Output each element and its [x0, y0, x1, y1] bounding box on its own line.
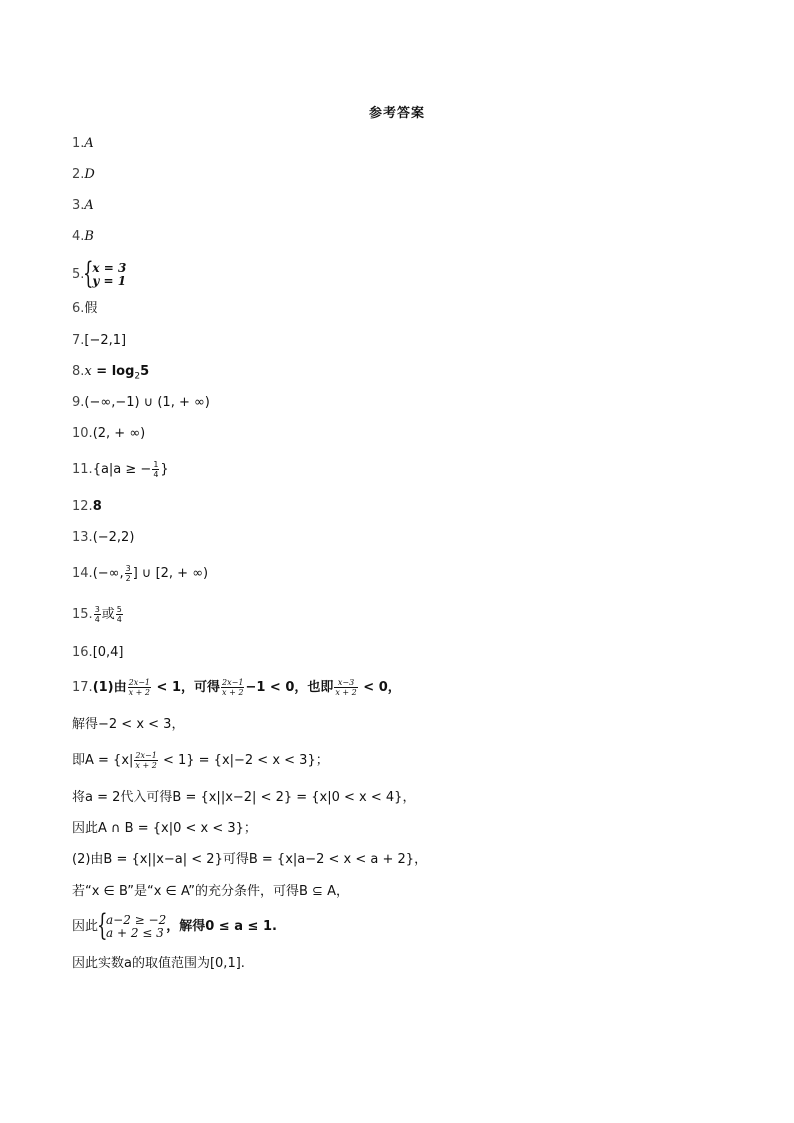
log-expression: = log	[91, 364, 135, 379]
fraction	[125, 564, 132, 583]
answer-5	[72, 262, 126, 288]
q17-line-9: 因此实数a的取值范围为[0,1].	[72, 956, 245, 971]
answer-number: 6.	[72, 301, 85, 316]
q17-text: < 0，	[358, 680, 401, 695]
answer-8	[72, 363, 149, 386]
answer-number: 7.	[72, 333, 85, 348]
answer-2	[72, 166, 95, 184]
answer-value-end: ] ∪ [2, + ∞)	[132, 566, 209, 581]
q17-line-5: 因此A ∩ B = {x|0 < x < 3}；	[72, 821, 257, 836]
system-row: { x = 3	[92, 261, 127, 275]
answer-number: 16.	[72, 645, 93, 660]
answer-9	[72, 394, 210, 412]
denominator: x + 2	[335, 688, 357, 697]
fraction	[334, 678, 357, 697]
answer-13	[72, 529, 134, 547]
answer-value: D	[84, 167, 95, 182]
q17-text: 因此	[72, 919, 99, 934]
log-base: 2	[134, 371, 141, 382]
answer-value-end: }	[160, 462, 169, 477]
fraction	[221, 678, 244, 697]
answer-number: 15.	[72, 607, 93, 622]
q17-text: ，解得0 ≤ a ≤ 1.	[166, 919, 277, 934]
or-word: 或	[101, 607, 115, 622]
q17-line-3	[72, 751, 329, 770]
denominator: x + 2	[135, 761, 157, 770]
q17-line-8	[72, 914, 277, 940]
fraction	[134, 751, 157, 770]
numerator: 3	[94, 605, 100, 614]
numerator: 3	[125, 564, 131, 573]
answer-value: (−∞,−1) ∪ (1, + ∞)	[84, 395, 210, 410]
answer-number: 5.	[72, 267, 85, 282]
answer-value: A	[84, 136, 94, 151]
answer-value: [−2,1]	[84, 333, 127, 348]
answer-value: B	[84, 229, 94, 244]
answer-number: 2.	[72, 167, 85, 182]
fraction	[116, 605, 123, 624]
inequality-system	[98, 914, 166, 940]
numerator: 2x−1	[135, 751, 157, 760]
answer-14	[72, 564, 208, 583]
q17-text: 即A = {x|	[72, 753, 134, 768]
denominator: x + 2	[128, 688, 151, 697]
answer-10	[72, 425, 145, 443]
denominator: x + 2	[222, 688, 244, 697]
equation-system	[84, 262, 126, 288]
answer-value: (−2,2)	[92, 530, 135, 545]
numerator: 2x−1	[222, 678, 244, 687]
answer-16	[72, 644, 124, 662]
fraction	[128, 678, 151, 697]
answer-number: 14.	[72, 566, 93, 581]
q17-text: −1 < 0，也即	[245, 680, 334, 695]
q17-line-7: 若“x ∈ B”是“x ∈ A”的充分条件，可得B ⊆ A，	[72, 884, 349, 899]
numerator: x−3	[334, 678, 357, 688]
answer-number: 10.	[72, 426, 93, 441]
denominator: 4	[153, 470, 159, 479]
answer-number: 12.	[72, 499, 93, 514]
answer-number: 13.	[72, 530, 93, 545]
answer-number: 3.	[72, 198, 85, 213]
answer-value: {a|a ≥ −	[92, 462, 152, 477]
answer-number: 9.	[72, 395, 85, 410]
numerator: 5	[116, 605, 122, 614]
variable-x: x	[84, 364, 92, 379]
denominator: 2	[125, 574, 131, 583]
page-title: 参考答案	[368, 106, 425, 121]
log-argument: 5	[140, 364, 150, 379]
q17-text: < 1，可得	[152, 680, 221, 695]
denominator: 4	[116, 615, 122, 624]
answer-3	[72, 197, 94, 215]
q17-line-6: (2)由B = {x||x−a| < 2}可得B = {x|a−2 < x < a + 2}，	[72, 852, 428, 867]
numerator: 1	[153, 460, 159, 469]
answer-value: A	[84, 198, 94, 213]
q17-line-2: 解得−2 < x < 3，	[72, 717, 185, 732]
answer-number: 17.	[72, 680, 93, 695]
answer-value: (2, + ∞)	[92, 426, 146, 441]
answer-value: [0,4]	[92, 645, 124, 660]
denominator: 4	[94, 615, 100, 624]
answer-7	[72, 332, 126, 350]
answer-number: 11.	[72, 462, 93, 477]
answer-number: 1.	[72, 136, 85, 151]
q17-line-1	[72, 678, 401, 697]
system-row: { a−2 ≥ −2	[106, 913, 167, 927]
q17-text: (1)由	[92, 680, 127, 695]
answer-value: 8	[92, 499, 102, 514]
fraction	[152, 460, 159, 479]
numerator: 2x−1	[128, 678, 151, 687]
answer-6	[72, 300, 97, 318]
answer-value: 假	[84, 301, 98, 316]
answer-15	[72, 605, 124, 624]
answer-12	[72, 498, 102, 516]
answer-number: 8.	[72, 364, 85, 379]
answer-1	[72, 135, 94, 153]
fraction	[94, 605, 101, 624]
answer-11	[72, 460, 169, 479]
q17-text: < 1} = {x|−2 < x < 3}；	[158, 753, 329, 768]
answer-4	[72, 228, 94, 246]
system-row: y = 1	[92, 274, 127, 288]
answer-value: (−∞,	[92, 566, 124, 581]
answer-number: 4.	[72, 229, 85, 244]
system-row: a + 2 ≤ 3	[106, 926, 164, 940]
q17-line-4: 将a = 2代入可得B = {x||x−2| < 2} = {x|0 < x < 4}，	[72, 790, 416, 805]
